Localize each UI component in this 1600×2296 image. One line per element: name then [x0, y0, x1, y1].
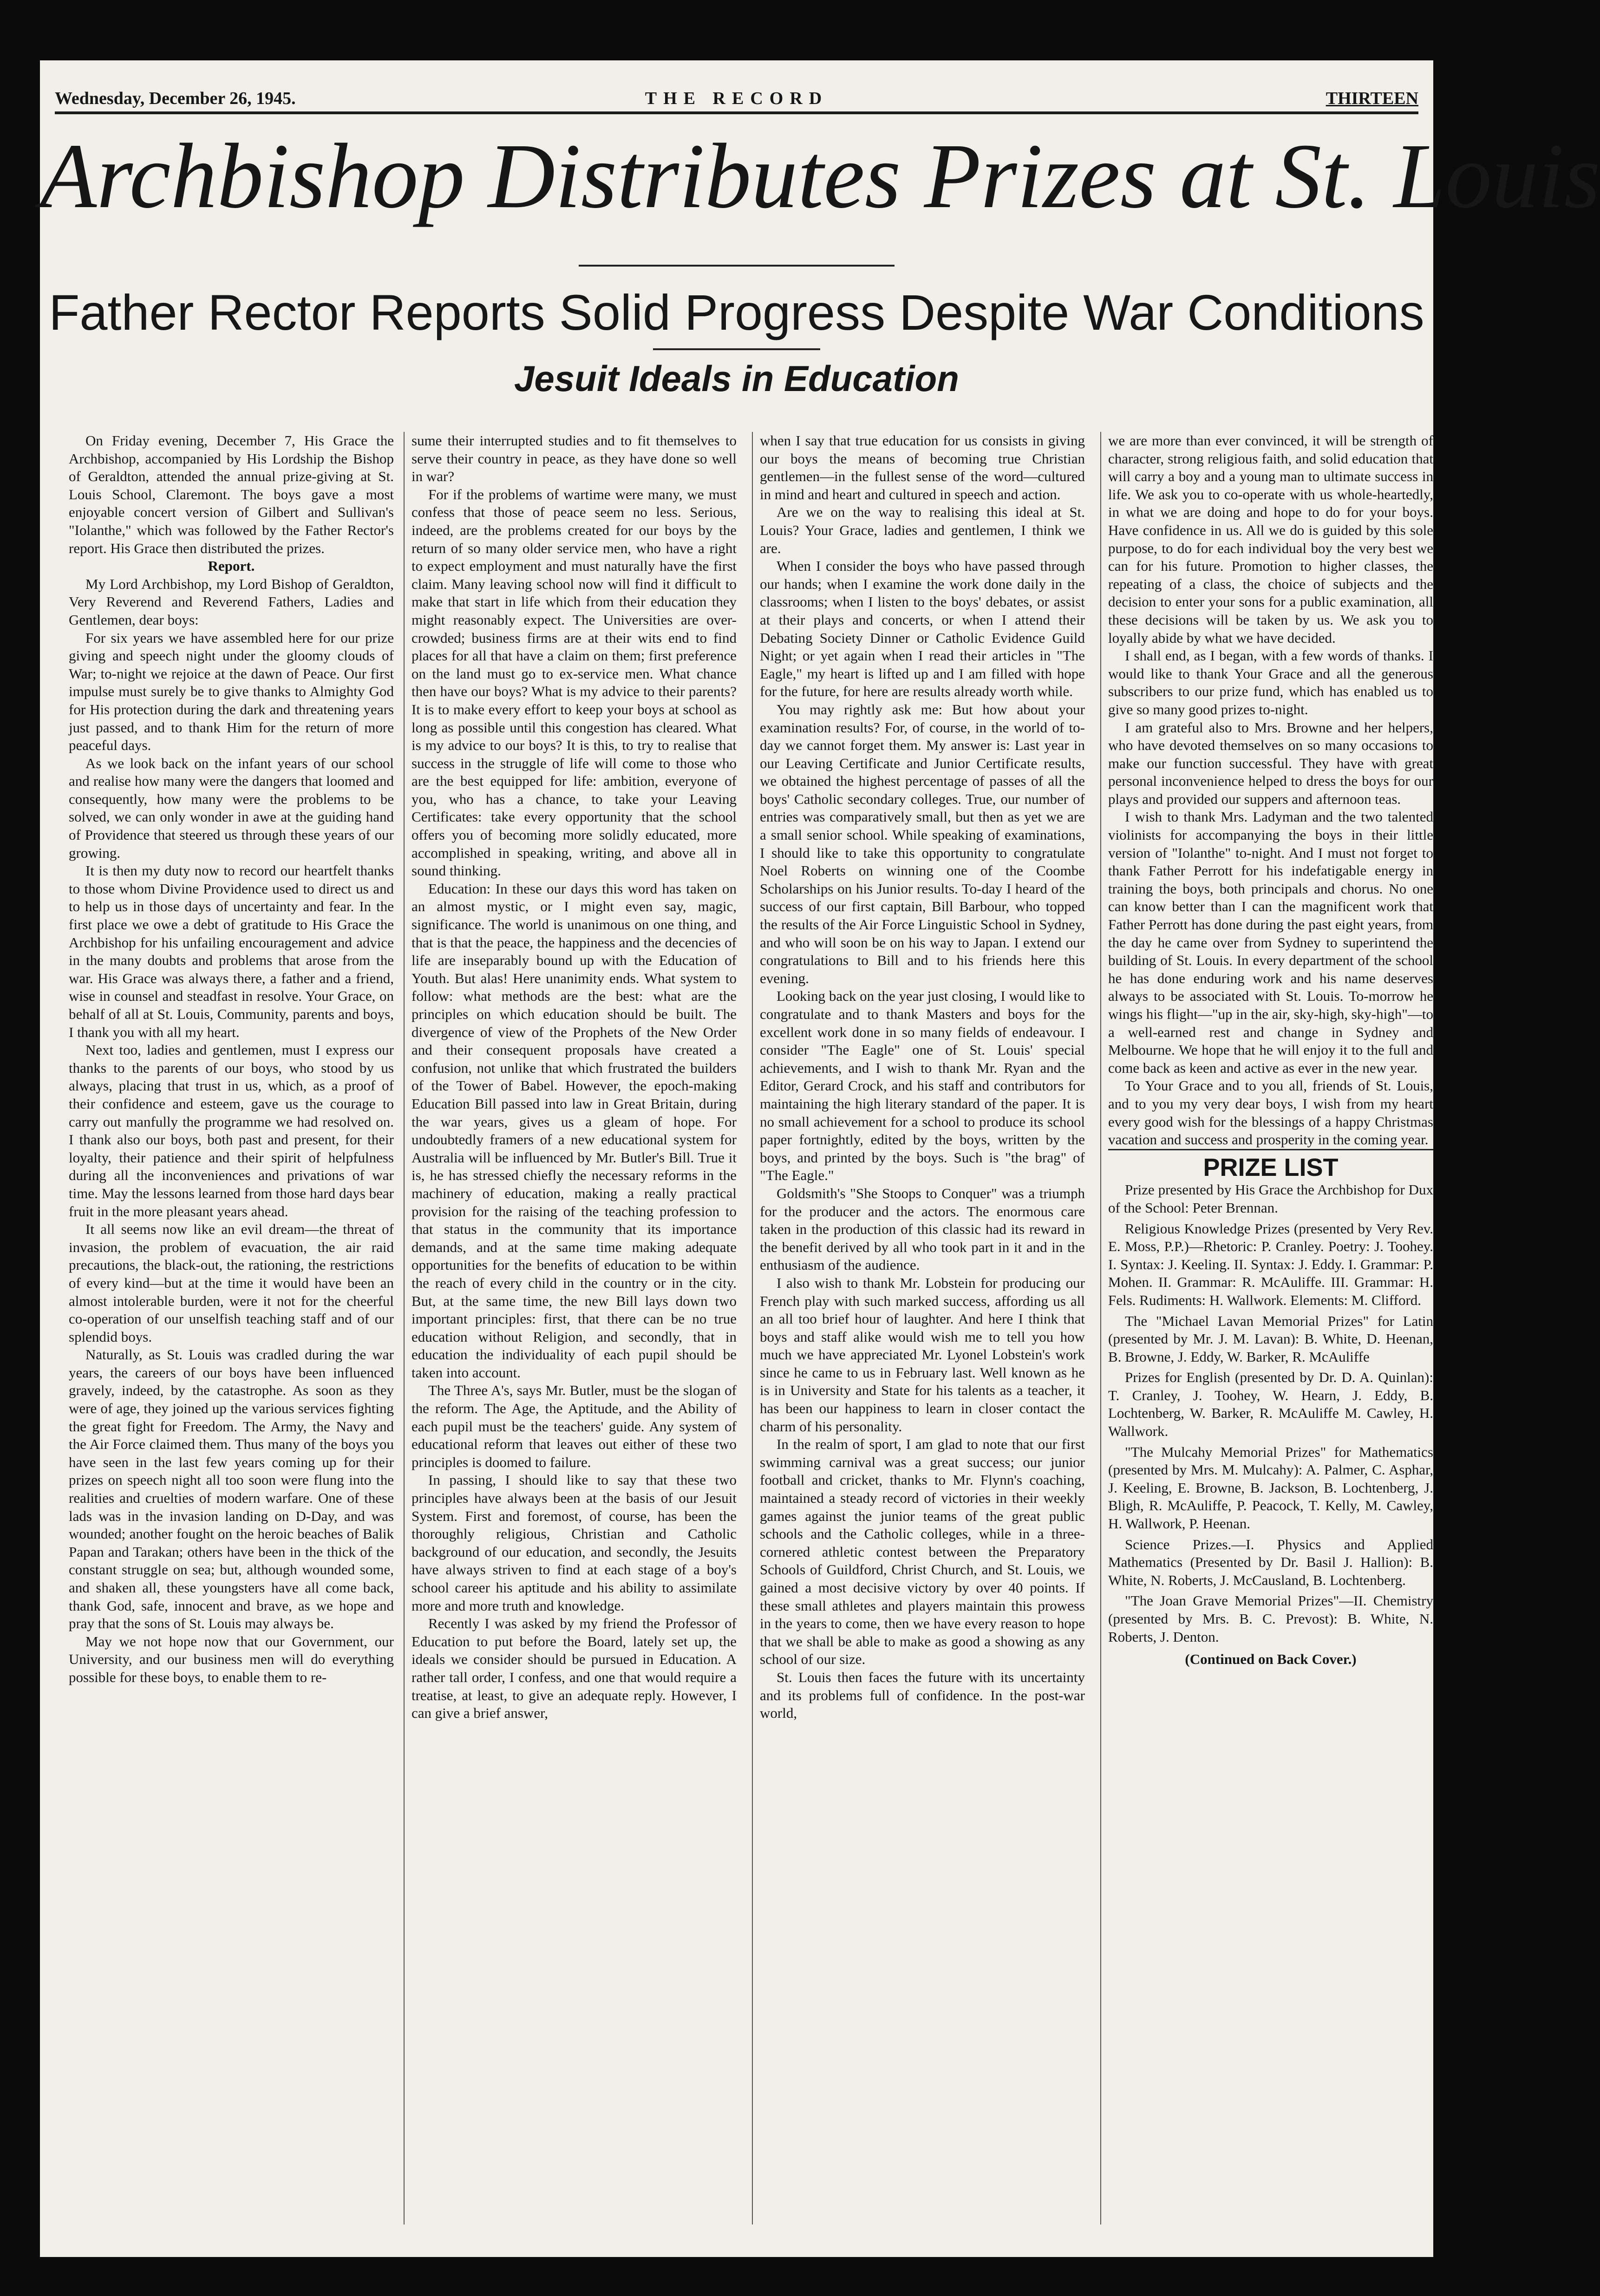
- prize-list: [1108, 1149, 1433, 1669]
- paragraph: It is then my duty now to record our heartfelt thanks to those whom Divine Providence used to direct us and to help us in those days of uncertainty and fear. In the first place we owe a debt of gratitude to His Grace the Archbishop for his unfailing encouragement and advice in the many doubts and problems that arose from the war. His Grace was always there, a father and a friend, wise in counsel and steadfast in resolve. Your Grace, on behalf of all at St. Louis, Community, parents and boys, I thank you with all my heart.: [69, 862, 394, 1040]
- subheadline-rule: [653, 348, 820, 350]
- paragraph: sume their interrupted studies and to fit themselves to serve their country in peace, as they have done so well in war?: [411, 432, 737, 485]
- prize-list-items: [1108, 1181, 1433, 1646]
- paragraph: For six years we have assembled here for our prize giving and speech night under the gloomy clouds of War; to-night we rejoice at the dawn of Peace. Our first impulse must surely be to give thanks to Almighty God for His protection during the dark and threatening years just passed, and to thank Him for the return of more peaceful days.: [69, 629, 394, 754]
- paragraph: Recently I was asked by my friend the Professor of Education to put before the Board, lately set up, the ideals we consider should be pursued in Education. A rather tall order, I confess, and one that would require a treatise, at least, to give an adequate reply. However, I can give a brief answer,: [411, 1615, 737, 1722]
- paragraph: The Three A's, says Mr. Butler, must be the slogan of the reform. The Age, the Aptitude, and the Ability of each pupil must be the teachers' guide. Any system of educational reform that leaves out either of these two principles is doomed to failure.: [411, 1382, 737, 1470]
- article-column-3: [760, 432, 1085, 2234]
- prize-list-heading: PRIZE LIST: [1203, 1153, 1339, 1181]
- headline-rule: [579, 265, 895, 267]
- paper-name: THE RECORD: [645, 89, 829, 108]
- paragraph: It all seems now like an evil dream—the threat of invasion, the problem of evacuation, the air raid precautions, the black-out, the rationing, the restrictions of every kind—but at the time it would have been an almost intolerable burden, were it not for the cheerful co-operation of our unselfish teaching staff and of our splendid boys.: [69, 1221, 394, 1345]
- paragraph: On Friday evening, December 7, His Grace the Archbishop, accompanied by His Lordship the Bishop of Geraldton, attended the annual prize-giving at St. Louis School, Claremont. The boys gave a most enjoyable concert version of Gilbert and Sullivan's "Iolanthe," which was followed by the Father Rector's report. His Grace then distributed the prizes.: [69, 432, 394, 556]
- prize-item: Science Prizes.—I. Physics and Applied Mathematics (Presented by Dr. Basil J. Hallion): B. White, N. Roberts, J. McCausland, B. Lochtenberg.: [1108, 1536, 1433, 1588]
- paragraph: St. Louis then faces the future with its uncertainty and its problems full of confidence. In the post-war world,: [760, 1669, 1085, 1722]
- paragraph: As we look back on the infant years of our school and realise how many were the dangers that loomed and consequently, how many were the problems to be solved, we can only wonder in awe at the guiding hand of Providence that steered us through these years of our growing.: [69, 755, 394, 861]
- salutation: My Lord Archbishop, my Lord Bishop of Geraldton, Very Reverend and Reverend Fathers, Ladies and Gentlemen, dear boys:: [69, 575, 394, 628]
- paragraph: when I say that true education for us consists in giving our boys the means of becoming true Christian gentlemen—in the fullest sense of the word—cultured in mind and heart and cultured in speech and action.: [760, 432, 1085, 502]
- paragraph: To Your Grace and to you all, friends of St. Louis, and to you my very dear boys, I wish from my heart every good wish for the blessings of a happy Christmas vacation and success and prosperity in the coming year.: [1108, 1077, 1433, 1148]
- paragraph: Are we on the way to realising this ideal at St. Louis? Your Grace, ladies and gentlemen, I think we are.: [760, 504, 1085, 556]
- paragraph: For if the problems of wartime were many, we must confess that those of peace seem no less. Serious, indeed, are the problems created for our boys by the return of so many older service men, who have a right to expect employment and must naturally have the first claim. Many leaving school now will find it difficult to make that start in life which from their education they might reasonably expect. The Universities are over-crowded; business firms are at their wits end to find places for all that have a claim on them; first preference on the land must go to ex-service men. What chance then have our boys? What is my advice to their parents? It is to make every effort to keep your boys at school as long as possible until this congestion has cleared. What is my advice to our boys? It is this, to try to realise that success in the struggle of life will come to those who are the best equipped for life: ambition, everyone of you, who has a chance, to take your Leaving Certificates: take every opportunity that the school offers you of becoming more solidly educated, more accomplished in speaking, writing, and above all in sound thinking.: [411, 486, 737, 879]
- issue-date: Wednesday, December 26, 1945.: [55, 89, 296, 108]
- paragraph: When I consider the boys who have passed through our hands; when I examine the work done daily in the classrooms; when I listen to the boys' debates, or assist at their plays and concerts, or when I attend their Debating Society Dinner or Catholic Evidence Guild Night; or yet again when I read their articles in "The Eagle," my heart is lifted up and I am filled with hope for the future, for here are results already worth while.: [760, 558, 1085, 700]
- paragraph: I am grateful also to Mrs. Browne and her helpers, who have devoted themselves on so many occasions to make our function successful. They have with great personal inconvenience helped to dress the boys for our plays and provided our suppers and afternoon teas.: [1108, 719, 1433, 807]
- paragraph: Next too, ladies and gentlemen, must I express our thanks to the parents of our boys, who stood by us always, placing that trust in us, which, as a proof of their confidence and esteem, gave us the courage to carry out manfully the programme we had resolved on. I thank also our boys, both past and present, for their loyalty, their patience and their spirit of helpfulness during all the inconveniences and privations of war time. May the lessons learned from those hard days bear fruit in the more pleasant years ahead.: [69, 1042, 394, 1220]
- paragraph: In the realm of sport, I am glad to note that our first swimming carnival was a great success; our junior football and cricket, thanks to Mr. Flynn's coaching, maintained a steady record of victories in their weekly games against the junior teams of the great public schools and the Catholic colleges, while in a three-cornered athletic contest between the Preparatory Schools of Guildford, Christ Church, and St. Louis, we gained a most decisive victory by over 40 points. If these small athletes and players maintain this prowess in the years to come, then we have every reason to hope that we shall be able to make as good a showing as any school of our size.: [760, 1436, 1085, 1668]
- prize-item: Prizes for English (presented by Dr. D. A. Quinlan): T. Cranley, J. Toohey, W. Hearn, J. Eddy, B. Lochtenberg, W. Barker, R. McAuliffe M. Cawley, H. Wallwork.: [1108, 1369, 1433, 1440]
- masthead: [55, 74, 1418, 114]
- prize-item: "The Mulcahy Memorial Prizes" for Mathematics (presented by Mrs. M. Mulcahy): A. Palmer, C. Asphar, J. Keeling, E. Browne, B. Jackson, B. Lochtenberg, J. Bligh, R. McAuliffe, P. Peacock, T. Kelly, M. Cawley, H. Wallwork, P. Heenan.: [1108, 1443, 1433, 1532]
- paragraph: You may rightly ask me: But how about your examination results? For, of course, in the world of to-day we cannot forget them. My answer is: Last year in our Leaving Certificate and Junior Certificate results, we obtained the highest percentage of passes of all the boys' Catholic secondary colleges. True, our number of entries was comparatively small, but then as yet we are a small senior school. While speaking of examinations, I should like to take this opportunity to congratulate Noel Roberts on winning one of the Coombe Scholarships on his Junior results. To-day I heard of the success of our first captain, Bill Barbour, who topped the results of the Air Force Linguistic School in Sydney, and who will soon be on his way to Japan. I extend our congratulations to Bill and to his friends here this evening.: [760, 701, 1085, 986]
- paragraph: we are more than ever convinced, it will be strength of character, strong religious faith, and solid education that will carry a boy and a young man to ultimate success in life. We ask you to co-operate with us whole-heartedly, in what we are doing and hope to do for your boys. Have confidence in us. All we do is guided by this sole purpose, to do for each individual boy the very best we can for his future. Promotion to higher classes, the repeating of a class, the choice of subjects and the decision to enter your sons for a public examination, all these decisions will be taken by us. We ask you to loyally abide by what we have decided.: [1108, 432, 1433, 646]
- paragraph: Looking back on the year just closing, I would like to congratulate and to thank Masters and boys for the excellent work done in so many fields of endeavour. I consider "The Eagle" one of St. Louis' special achievements, and I wish to thank Mr. Ryan and the Editor, Gerard Crock, and his staff and contributors for maintaining the high literary standard of the paper. It is no small achievement for a school to produce its school paper fortnightly, edited by the boys, written by the boys, and printed by the boys. Such is "the brag" of "The Eagle.": [760, 988, 1085, 1184]
- paragraph: I shall end, as I began, with a few words of thanks. I would like to thank Your Grace and all the generous subscribers to our prize fund, which has enabled us to give so many good prizes to-night.: [1108, 647, 1433, 718]
- paragraph: Education: In these our days this word has taken on an almost mystic, or I might even say, magic, significance. The world is unanimous on one thing, and that is that the peace, the happiness and the decencies of life are inseparably bound up with the Education of Youth. But alas! Here unanimity ends. What system to follow: what methods are the best: what are the principles on which education should be built. The divergence of view of the Prophets of the New Order and their consequent proposals have created a confusion, not unlike that which frustrated the builders of the Tower of Babel. However, the epoch-making Education Bill passed into law in Great Britain, during the war years, gives us a gleam of hope. For undoubtedly framers of a new educational system for Australia will be influenced by Mr. Butler's Bill. True it is, he has stressed chiefly the necessary reforms in the machinery of education, making a really practical provision for the raising of the teaching profession to that status in the community that its importance demands, and at the same time making adequate opportunities for the benefits of education to be within the reach of every child in the country or in the city. But, at the same time, the new Bill lays down two important principles: first, that there can be no true education without Religion, and secondly, that in education the individuality of each pupil should be taken into account.: [411, 880, 737, 1381]
- page-number: THIRTEEN: [1326, 89, 1418, 108]
- article-column-2: [411, 432, 737, 2234]
- prize-item: "The Joan Grave Memorial Prizes"—II. Chemistry (presented by Mrs. B. C. Prevost): B. White, N. Roberts, J. Denton.: [1108, 1592, 1433, 1645]
- prize-item: Religious Knowledge Prizes (presented by Very Rev. E. Moss, P.P.)—Rhetoric: P. Cranley. Poetry: J. Toohey. I. Syntax: J. Keeling. II. Syntax: J. Eddy. I. Grammar: P. Mohen. II. Grammar: R. McAuliffe. III. Grammar: H. Fels. Rudiments: H. Wallwork. Elements: M. Clifford.: [1108, 1220, 1433, 1308]
- article-column-4: [1108, 432, 1433, 2234]
- paragraph: Naturally, as St. Louis was cradled during the war years, the careers of our boys have been influenced gravely, indeed, by the catastrophe. As soon as they were of age, they joined up the various services fighting the great fight for Freedom. The Army, the Navy and the Air Force claimed them. Thus many of the boys you have seen in the last few years coming up for their prizes on speech night all too soon were flung into the realities and cruelties of modern warfare. One of these lads was in the invasion landing on D-Day, and was wounded; another fought on the heroic beaches of Balik Papan and Tarakan; others have been in the thick of the constant struggle on sea; but, although wounded some, and shaken all, these youngsters have all come back, thank God, safe, innocent and brave, as we hope and pray that the sons of St. Louis may always be.: [69, 1346, 394, 1632]
- subheadline: Father Rector Reports Solid Progress Despite War Conditions: [49, 284, 1424, 340]
- article-column-1: [69, 432, 394, 2234]
- paragraph: May we not hope now that our Government, our University, and our business men will do everything possible for these boys, to enable them to re-: [69, 1633, 394, 1685]
- paragraph: In passing, I should like to say that these two principles have always been at the basis of our Jesuit System. First and foremost, of course, has been the thoroughly religious, Christian and Catholic background of our education, and secondly, the Jesuits have always striven to find at each stage of a boy's school career his aptitude and his ability to assimilate more and more truth and knowledge.: [411, 1472, 737, 1614]
- newspaper-page: [40, 60, 1600, 2257]
- paragraph: I also wish to thank Mr. Lobstein for producing our French play with such marked success, affording us all an all too brief hour of laughter. And here I think that boys and staff alike would wish me to tell you how much we have appreciated Mr. Lyonel Lobstein's work since he came to us in February last. Well known as he is in University and State for his talents as a teacher, it has been our happiness to learn in closer contact the charm of his personality.: [760, 1274, 1085, 1435]
- column-rule: [404, 432, 405, 2224]
- column-rule: [752, 432, 753, 2224]
- column-rule: [1100, 432, 1101, 2224]
- headline: Archbishop Distributes Prizes at St. Louis: [40, 125, 1600, 228]
- paragraph: Goldsmith's "She Stoops to Conquer" was a triumph for the producer and the actors. The enormous care taken in the production of this classic had its reward in the benefit derived by all who took part in it and in the enthusiasm of the audience.: [760, 1185, 1085, 1273]
- prize-item: Prize presented by His Grace the Archbishop for Dux of the School: Peter Brennan.: [1108, 1181, 1433, 1216]
- prize-item: The "Michael Lavan Memorial Prizes" for Latin (presented by Mr. J. M. Lavan): B. White, D. Heenan, B. Browne, J. Eddy, W. Barker, R. McAuliffe: [1108, 1312, 1433, 1365]
- section-heading: Jesuit Ideals in Education: [514, 358, 959, 399]
- report-subheading: Report.: [208, 558, 255, 574]
- continued-notice: (Continued on Back Cover.): [1185, 1651, 1357, 1668]
- paragraph: I wish to thank Mrs. Ladyman and the two talented violinists for accompanying the boys in their little version of "Iolanthe" to-night. And I must not forget to thank Father Perrott for his indefatigable energy in training the boys, both principals and chorus. No one can know better than I can the magnificent work that Father Perrott has done during the past eight years, from the day he came over from Sydney to superintend the building of St. Louis. In every department of the school he has done enduring work and his name deserves always to be associated with St. Louis. To-morrow he wings his flight—"up in the air, sky-high, sky-high"—to a well-earned rest and change in Sydney and Melbourne. We hope that he will enjoy it to the full and come back as keen and active as ever in the new year.: [1108, 809, 1434, 1076]
